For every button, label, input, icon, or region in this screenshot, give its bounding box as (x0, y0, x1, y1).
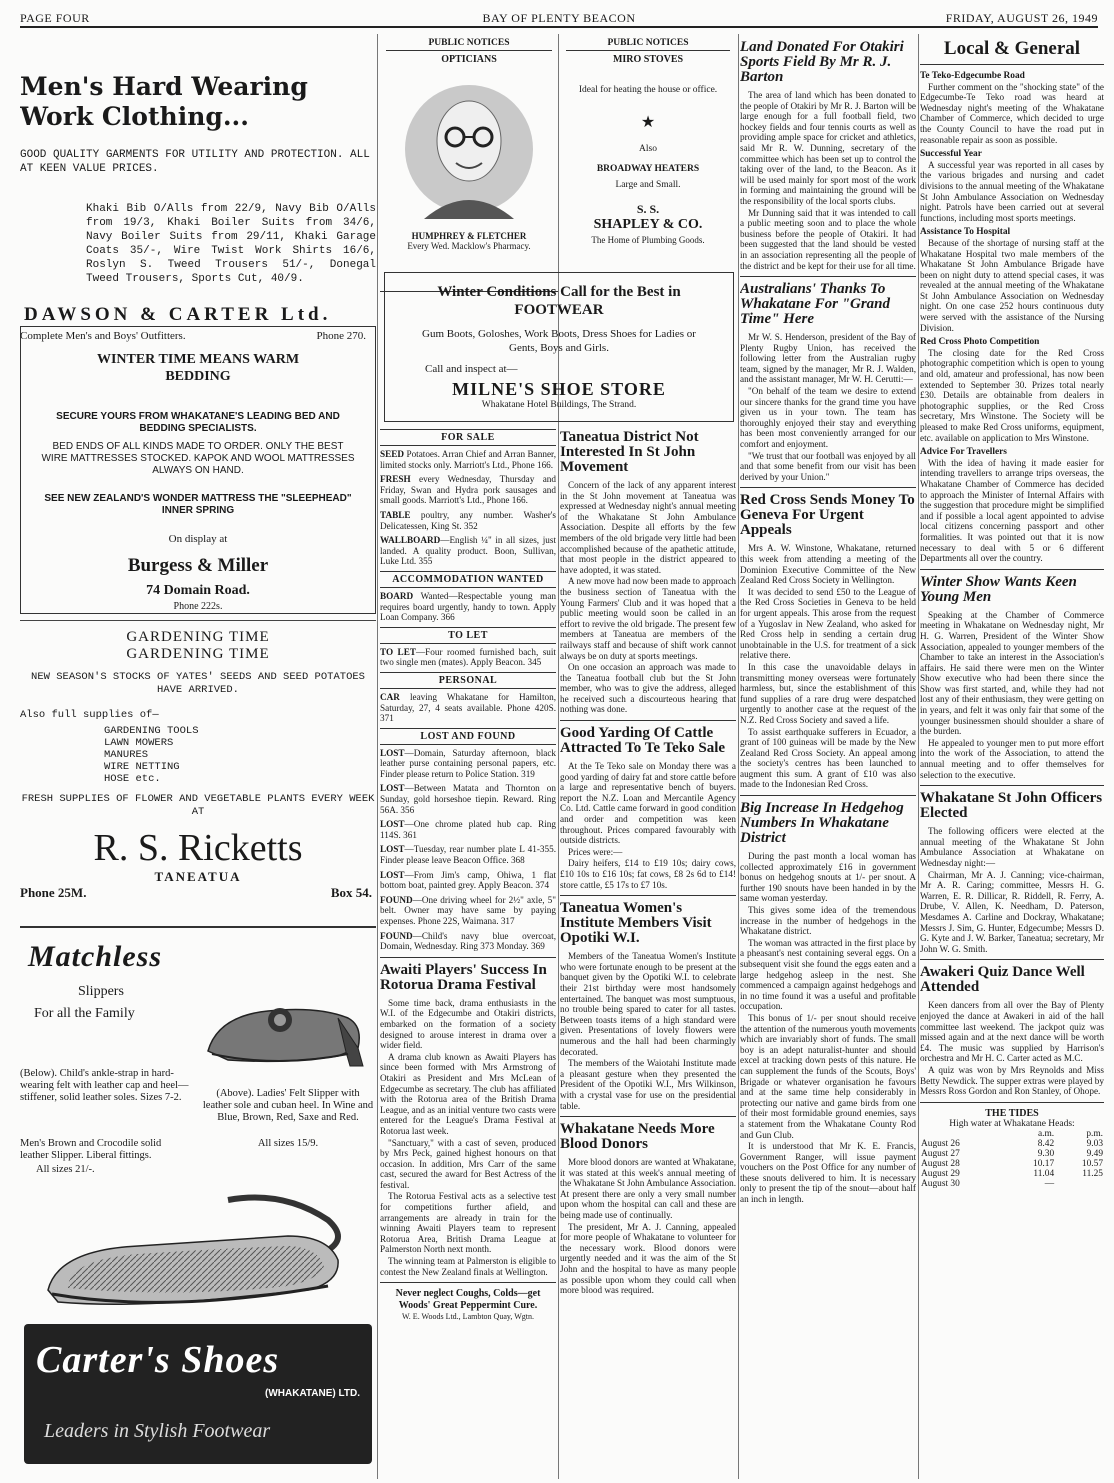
classified-lead: TABLE (380, 509, 411, 520)
classified-text: —Domain, Saturday afternoon, black leather purse containing personal papers, etc. Finder please return to Police Station. (380, 747, 556, 779)
tides-row (920, 1159, 1104, 1169)
footwear-ad-store: MILNE'S SHOE STORE (452, 379, 666, 399)
classified-lead: LOST (380, 844, 405, 855)
carters-store-sub: (WHAKATANE) LTD. (265, 1388, 360, 1399)
article-paragraph: It is understood that Mr K. E. Francis, Government Ranger, will issue payment vouchers on the Post Office for any number of these snouts delivered to him. It is necessary only to present the tip of the snout—about half an inch in length. (740, 1141, 916, 1205)
gardening-ad-box: Box 54. (330, 885, 372, 900)
tides-pm-label: p.m. (1086, 1128, 1103, 1139)
column-rule (377, 34, 378, 1479)
column-rule (918, 34, 919, 1479)
classified-item (380, 692, 556, 724)
article-paragraph: "On behalf of the team we desire to extend our sincere thanks for the grand time you have given us in your town. The team has thoroughly enjoyed their stay and everything has been most conveniently arranged for our comfort and enjoyment. (740, 386, 916, 450)
classified-number: 319 (521, 768, 535, 779)
classified-number: 356 (400, 804, 415, 815)
gardening-ad-p1: NEW SEASON'S STOCKS OF YATES' SEEDS AND SEED POTATOES HAVE ARRIVED. (31, 671, 365, 696)
slippers-sub: For all the Family (34, 1006, 135, 1021)
classified-number: 317 (500, 916, 515, 926)
tides-am: 11.04 (1033, 1168, 1055, 1179)
masthead (20, 8, 1098, 28)
classified-text: every Wednesday, Thursday and Friday, Swan and Hydra pork sausages and small goods. Marriott's Ltd., Phone 166. (380, 474, 556, 506)
divider (920, 1102, 1104, 1103)
stoves-tag: The Home of Plumbing Goods. (591, 235, 705, 245)
local-item-head: Assistance To Hospital (920, 227, 1011, 238)
ladies-slipper-illustration (198, 956, 368, 1076)
otakiri-article (740, 90, 916, 271)
article-paragraph: This bonus of 1/- per snout should receive the attention of the numerous youth movements which are invariably short of funds. The small boy is an adept naturalist-hunter and should excel at tracking down pests of this nature. He can supplement the funds of the Scouts, Boys' Brigade or whatever organisation he favours and at the same time help considerably in protecting our native and game birds from one of their most formidable ground enemies, says a statement from the Whakatane County Rod and Gun Club. (740, 1012, 916, 1140)
article-paragraph: The area of land which has been donated to the people of Otakiri by Mr R. J. Barton will be large enough for a full football field, two hockey fields and four tennis courts as well as providing ample space for cricket and athletics, said Mr R. W. Dunning, secretary of the committee which has been set up to control the taking over of the land, to the Beacon. As it will be used mainly for sport most of the work in forming and maintaining the ground will be the responsibility of the local sports clubs. (740, 90, 916, 206)
local-item-text: Because of the shortage of nursing staff at the Whakatane Hospital two male members of the Whakatane St John Ambulance Brigade have been on night duty to attend special cases, it was revealed at the annual meeting of the Whakatane St John Ambulance Association on Wednesday night. On one case 252 hours continuous duty were served with the assistance of the Nursing Division. (920, 237, 1104, 333)
paper-title: BAY OF PLENTY BEACON (482, 11, 636, 25)
accommodation-head: ACCOMMODATION WANTED (380, 571, 556, 588)
awakeri-article (920, 1000, 1104, 1096)
otakiri-headline: Land Donated For Otakiri Sports Field By Mr R. J. Barton (740, 39, 904, 85)
winter-show-headline: Winter Show Wants Keen Young Men (920, 573, 1077, 605)
article-paragraph: He appealed to younger men to put more effort into the work of the Association, to attend the annual meeting and to offer themselves for selection to the executive. (920, 737, 1104, 780)
classified-item (380, 783, 556, 815)
divider (740, 487, 916, 488)
bedding-ad-address: 74 Domain Road. (146, 583, 250, 598)
article-paragraph: More blood donors are wanted at Whakatane, it was stated at this week's annual meeting of the Whakatane St John Ambulance Association. At present there are only a very small number upon whom the hospital can call and these are being made use of continually. (560, 1157, 736, 1221)
article-paragraph: It was decided to send £50 to the League of the Red Cross Societies in Geneva to be held for urgent appeals. This arose from the request of a Yugoslav in New Zealand, who asked for Red Cross help in sending a certain drug unobtainable in the U.S. for treatment of a sick relative there. (740, 586, 916, 661)
article-paragraph: On one occasion an approach was made to the Taneatua football club but the St John member, who was to give the address, alleged he received such a discourteous hearing that nothing was done. (560, 662, 736, 715)
gardening-ad (20, 620, 376, 920)
divider (380, 1282, 556, 1283)
gardening-ad-phone: Phone 25M. (20, 885, 87, 900)
article-paragraph: In this case the unavoidable delays in transmitting money overseas were fortunately harmless, but, since the establishment of this fund supplies of a rare drug were despatched urgently to another case at the request of the N.Z. Red Cross Society and saved a life. (740, 661, 916, 725)
classified-number: 366 (440, 612, 455, 623)
star-icon: ★ (640, 114, 656, 131)
article-paragraph: Members of the Taneatua Women's Institute who were fortunate enough to be present at the banquet given by the Opotiki W.I. to celebrate their 21st birthday were most handsomely entertained. The banquet was most sumptuous, no trouble being spared to cater for all tastes. Between toasts items of a high standard were given. Presentations of lovely flowers were numerous and the hall had been charmingly decorated. (560, 951, 736, 1057)
local-item-head: Te Teko-Edgecumbe Road (920, 71, 1025, 81)
local-item-head: Successful Year (920, 149, 982, 160)
gardening-ad-item: HOSE etc. (104, 773, 161, 785)
article-paragraph: Mrs A. W. Winstone, Whakatane, returned this week from attending a meeting of the Dominion Executive Committee of the New Zealand Red Cross Society in Wellington. (740, 543, 916, 586)
gardening-ad-item: LAWN MOWERS (104, 737, 174, 749)
classified-item (380, 748, 556, 780)
footwear-ad-body: Gum Boots, Goloshes, Work Boots, Dress Shoes for Ladies or Gents, Boys and Girls. (422, 328, 696, 354)
gardening-ad-item: WIRE NETTING (104, 761, 180, 773)
bedding-ad-firm: Burgess & Miller (127, 555, 269, 576)
awaiti-headline: Awaiti Players' Success In Rotorua Drama Festival (380, 961, 547, 993)
stoves-head: MIRO STOVES (612, 54, 684, 65)
carters-slogan: Leaders in Stylish Footwear (44, 1420, 271, 1442)
notices-label: PUBLIC NOTICES (566, 38, 730, 51)
article-paragraph: During the past month a local woman has collected approximately £16 in government bonus on hedgehog snouts at 1/- per snout. A further 190 snouts have been handed in by the same woman yesterday. (740, 851, 916, 904)
notices-label: PUBLIC NOTICES (386, 38, 552, 51)
tides-date: August 28 (921, 1158, 960, 1169)
classified-number: 352 (463, 520, 478, 531)
classified-text: —One chrome plated hub cap. Ring 114S. (380, 819, 556, 840)
tides-pm: 9.03 (1086, 1138, 1103, 1149)
bedding-ad-title: WINTER TIME MEANS WARM BEDDING (96, 352, 300, 384)
article-paragraph: The president, Mr A. J. Canning, appealed for more people of Whakatane to volunteer for the necessary work. Blood donors were urgently needed and it was the aim of the St John and the hospital to have as many people as possible upon whom they could call when more blood was required. (560, 1221, 736, 1296)
slippers-product: Slippers (78, 984, 124, 999)
tides-date: August 27 (921, 1148, 960, 1159)
gardening-ad-also: Also full supplies of— (20, 709, 159, 721)
tides-row (920, 1179, 1104, 1189)
footwear-ad-address: Whakatane Hotel Buildings, The Strand. (481, 400, 637, 410)
footwear-ad-title: Winter Conditions Call for the Best in FOOTWEAR (437, 284, 681, 318)
divider (380, 957, 556, 958)
winter-show-article (920, 610, 1104, 781)
classified-lead: FOUND (380, 894, 413, 905)
article-paragraph: This gives some idea of the tremendous increase in the number of hedgehogs in the Whakatane district. (740, 905, 916, 937)
classifieds (380, 426, 556, 1480)
australians-headline: Australians' Thanks To Whakatane For "Grand Time" Here (740, 281, 891, 328)
carters-shoes-banner (24, 1324, 372, 1464)
tides-date: August 26 (921, 1138, 960, 1149)
stoves-also: Also (639, 144, 657, 154)
taneatua-headline: Taneatua District Not Interested In St John Movement (560, 429, 699, 475)
slippers-brand: Matchless (28, 940, 163, 973)
article-paragraph: Mr Dunning said that it was intended to call a public meeting soon and to place the whole business before the people of Otakiri. It had been suggested that the land should be vested in an association representing all the people of the district and be kept for their use for all time. (740, 207, 916, 271)
article-paragraph: A new move had now been made to approach the business section of Taneatua with the Young Farmers' Club and it was hoped that a public meeting would soon be called in an effort to revive the old brigade. The present few members at Taneatua are members of the railways staff and because of shift work cannot always be on duty at sports meetings. (560, 576, 736, 661)
article-paragraph: Speaking at the Chamber of Commerce meeting in Whakatane on Wednesday night, Mr H. G. Warren, President of the Winter Show Association, appealed to younger members of the Chamber to take an interest in the Association's affairs. He said there were men on the Winter Show executive who had been there since the Show was first started, and, while they had not lost any of their enthusiasm, they were getting on in years, and felt it was only fair that some of the younger businessmen should shoulder a share of the burden. (920, 609, 1104, 737)
classified-item (380, 931, 556, 952)
gardening-ad-town: TANEATUA (154, 869, 242, 884)
woods-ad: Never neglect Coughs, Colds—get Woods' Great Peppermint Cure. (395, 1288, 541, 1312)
gardening-ad-item: MANURES (104, 749, 149, 761)
opticians-notice (380, 34, 558, 292)
classified-lead: LOST (380, 819, 405, 830)
stoves-firm1: S. S. (636, 202, 660, 216)
classified-number: 355 (418, 556, 433, 567)
tides-am: 10.17 (1033, 1158, 1055, 1169)
classified-number: 371 (380, 713, 394, 724)
local-item-text: The closing date for the Red Cross photographic competition which is open to young and old, amateur and professional, has now been extended to September 30. Prizes total nearly £30. Details are obtainable from dealers in photographic supplies, or the Red Cross secretary, Mrs Winstone. The Society will be pleased to make Red Cross uniforms, equipment, etc. available on application to Mrs Winstone. (920, 347, 1104, 443)
clothing-ad-phone: Phone 270. (316, 330, 366, 342)
article-paragraph: The woman was attracted in the first place by a pheasant's nest containing several eggs. On a subsequent visit she found the eggs eaten and a large hedgehog asleep in the nest. She commenced a campaign against hedgehogs and in no time found it was a useful and profitable occupation. (740, 937, 916, 1012)
article-paragraph: Prices were:— (568, 846, 623, 857)
classified-number: 368 (510, 855, 525, 866)
bedding-ad-phone: Phone 222s. (173, 601, 223, 612)
classified-lead: TO LET (380, 646, 416, 657)
australians-article (740, 332, 916, 482)
divider (560, 895, 736, 896)
clothing-ad-firm: DAWSON & CARTER Ltd. (24, 304, 332, 325)
tides-row (920, 1169, 1104, 1179)
stoves-heaters: BROADWAY HEATERS (596, 164, 700, 174)
classified-lead: BOARD (380, 590, 414, 601)
classified-text: poultry, any number. Washer's Delicatessen, King St. (380, 509, 556, 531)
hedgehog-headline: Big Increase In Hedgehog Numbers In Whakatane District (740, 800, 904, 847)
divider (920, 959, 1104, 960)
gardening-ad-items (104, 725, 376, 785)
opticians-line: Every Wed. Macklow's Pharmacy. (407, 241, 531, 251)
classified-text: —Tuesday, rear number plate L 41-355. Finder please leave Beacon Office. (380, 844, 556, 866)
column-4 (740, 34, 916, 1482)
article-paragraph: Concern of the lack of any apparent interest in the St John movement at Taneatua was expressed at Wednesday night's annual meeting of the Whakatane St John Ambulance Association. Despite all efforts by the few members of the old brigade very little had been accomplished because of the apathetic attitude, that most people in the district appeared to have adopted, it was stated. (560, 480, 736, 575)
stoves-p1: Ideal for heating the house or office. (578, 85, 718, 95)
classified-item (380, 647, 556, 668)
classified-lead: WALLBOARD (380, 535, 441, 546)
awakeri-headline: Awakeri Quiz Dance Well Attended (920, 964, 1085, 996)
classified-item (380, 510, 556, 531)
classified-text: —One driving wheel for 2½" axle, 5" belt. Owner may have same by paying expenses. Phone 22S, Waimana. (380, 894, 556, 926)
classified-item (380, 591, 556, 623)
clothing-ad-intro: GOOD QUALITY GARMENTS FOR UTILITY AND PROTECTION. ALL AT KEEN VALUE PRICES. (20, 149, 370, 175)
yarding-headline: Good Yarding Of Cattle Attracted To Te Teko Sale (560, 725, 726, 757)
bedding-ad-p3: SEE NEW ZEALAND'S WONDER MATTRESS THE "SLEEPHEAD" INNER SPRING (44, 493, 352, 516)
tides-table (920, 1129, 1104, 1189)
column-rule (558, 34, 559, 1479)
footwear-ad-call: Call and inspect at— (425, 363, 518, 375)
clothing-ad (20, 34, 376, 342)
divider (740, 795, 916, 796)
yarding-article (560, 761, 736, 890)
tides-head: THE TIDES (985, 1107, 1039, 1119)
local-item-text: With the idea of having it made easier for intending travellers to arrange trips overseas, the Whakatane Chamber of Commerce has decided to approach the Minister of Internal Affairs with the suggestion that procedure might be simplified and if possible a local agent appointed to advise local citizens concerning passport and other formalities. It was pointed out that it is now necessary to deal with 5 or 6 different Departments all over the country. (920, 457, 1104, 564)
tides-pm (1055, 1179, 1104, 1189)
article-paragraph: At the Te Teko sale on Monday there was a good yarding of dairy fat and store cattle before a large and representative bench of buyers. report the N.Z. Loan and Mercantile Agency Co. Ltd. Cattle came forward in good condition and order and competition was keen throughout. Prices compared favourably with outside districts. (560, 761, 736, 846)
classified-item (380, 819, 556, 840)
tides-am-label: a.m. (1037, 1128, 1055, 1139)
redcross-headline: Red Cross Sends Money To Geneva For Urgent Appeals (740, 492, 915, 539)
article-paragraph: The winning team at Palmerston is eligible to contest the New Zealand finals at Wellington. (380, 1256, 556, 1277)
article-paragraph: Dairy heifers, £14 to £19 10s; dairy cows, £10 10s to £16 10s; fat cows, £8 2s 6d to £14! store cattle, £5 17s to £7 10s. (560, 858, 736, 890)
personal-head: PERSONAL (380, 672, 556, 689)
classified-lead: FRESH (380, 474, 411, 485)
classified-text: —Four roomed furnished bach, suit two single men (mates). Apply Beacon. (380, 646, 556, 668)
classified-item (380, 449, 556, 470)
column-rule (738, 34, 739, 1479)
column-5 (920, 34, 1104, 1482)
bedding-ad (20, 326, 376, 614)
local-item-head: Red Cross Photo Competition (920, 337, 1040, 348)
article-paragraph: The Rotorua Festival acts as a selective test for competitions further afield, and arrangements are already in train for the winning Awaiti Players team to represent Rotorua Area, British Drama League at Palmerston North next month. (380, 1191, 556, 1255)
gardening-ad-p2: FRESH SUPPLIES OF FLOWER AND VEGETABLE PLANTS EVERY WEEK AT (21, 793, 375, 818)
to-let-head: TO LET (380, 627, 556, 644)
classified-text: —Between Matata and Thornton on Sunday, gold horseshoe tiepin. Reward. Ring 56A. (380, 783, 556, 815)
classified-item (380, 844, 556, 865)
classified-item (380, 535, 556, 567)
classified-text: Wanted—Respectable young man requires board urgently, handy to town. Apply Loan Company. (380, 590, 556, 623)
slippers-ad (20, 926, 376, 1468)
divider (920, 569, 1104, 570)
slippers-mens-text: Men's Brown and Crocodile solid leather Slipper. Liberal fittings. (20, 1138, 162, 1161)
donors-headline: Whakatane Needs More Blood Donors (560, 1121, 715, 1153)
classified-text: Potatoes. Arran Chief and Arran Banner, limited stocks only. Marriott's Ltd., Phone 166. (380, 449, 556, 470)
ad-column (20, 34, 376, 1482)
gardening-ad-contact (20, 885, 376, 901)
tides-am: — (1044, 1178, 1055, 1189)
officers-article (920, 826, 1104, 954)
tides-am: 9.30 (1037, 1148, 1055, 1159)
tides-row (920, 1139, 1104, 1149)
clothing-ad-tagline: Complete Men's and Boys' Outfitters. (20, 330, 186, 342)
stoves-firm2: SHAPLEY & CO. (593, 217, 703, 232)
tides-am: 8.42 (1037, 1138, 1055, 1149)
article-paragraph: "Sanctuary," with a cast of seven, produced by Mrs Peck, gained highest honours on that occasion. In addition, Mrs Carr of the same cast, secured the award for Best Actress of the festival. (380, 1137, 556, 1190)
taneatua-article (560, 480, 736, 715)
classified-text: —From Jim's camp, Ohiwa, 1 flat bottom boat, painted grey. Apply Beacon. (380, 869, 556, 891)
slippers-above-text: (Above). Ladies' Felt Slipper with leather sole and cuban heel. In Wine and Blue, Brown, Red, Saxe and Red. (202, 1088, 374, 1123)
issue-date: FRIDAY, AUGUST 26, 1949 (945, 11, 1098, 25)
tides-row (920, 1149, 1104, 1159)
article-paragraph: "We trust that our football was enjoyed by all and that some benefit from our visit has been derived by your Union." (740, 450, 916, 482)
article-paragraph: The members of the Waiotahi Institute made a pleasant gesture when they presented the President of the Opotiki W.I., Mrs Wilkinson, with a crystal vase for use on the presidential table. (560, 1058, 736, 1111)
classified-number: 374 (535, 880, 550, 891)
optician-portrait (404, 69, 534, 229)
gardening-ad-item: GARDENING TOOLS (104, 725, 199, 737)
slippers-mens-price: All sizes 21/-. (36, 1164, 95, 1175)
opticians-firm: HUMPHREY & FLETCHER (411, 231, 527, 241)
article-paragraph: The following officers were elected at the annual meeting of the Whakatane St John Ambulance Association at Whakatane on Wednesday night:— (920, 826, 1104, 868)
hedgehog-article (740, 851, 916, 1205)
gardening-ad-firm: R. S. Ricketts (93, 827, 303, 869)
child-slipper-illustration (28, 1190, 368, 1320)
bedding-ad-display: On display at (168, 533, 228, 545)
officers-headline: Whakatane St John Officers Elected (920, 790, 1103, 822)
classified-number: 345 (527, 657, 542, 668)
carters-store-name: Carter's Shoes (36, 1339, 280, 1381)
womens-article (560, 951, 736, 1111)
tides-pm: 9.49 (1086, 1148, 1103, 1159)
local-item-head: Advice For Travellers (920, 447, 1007, 458)
stoves-sizes: Large and Small. (615, 180, 681, 190)
womens-headline: Taneatua Women's Institute Members Visit Opotiki W.I. (560, 900, 712, 947)
tides-sub: High water at Whakatane Heads: (949, 1118, 1075, 1129)
tides-pm: 10.57 (1081, 1158, 1103, 1169)
classified-lead: LOST (380, 747, 405, 758)
classified-item (380, 474, 556, 506)
slippers-above-price: All sizes 15/9. (257, 1138, 319, 1149)
redcross-article (740, 543, 916, 790)
slippers-below-text: (Below). Child's ankle-strap in hard-wearing felt with leather cap and heel—stiffener, solid leather soles. Sizes 7-2. (20, 1068, 189, 1103)
tides-pm: 11.25 (1082, 1168, 1103, 1179)
clothing-ad-footer (20, 304, 376, 340)
classified-lead: SEED (380, 449, 405, 459)
classified-item (380, 895, 556, 927)
column-3-articles (560, 426, 736, 1480)
local-general-items (920, 71, 1104, 564)
article-paragraph: To assist earthquake sufferers in Ecuador, a grant of 100 guineas will be made by the New Zealand Red Cross Society. An appeal among the society's centres has been launched to augment this sum. A grant of £10 was also made to the Indonesian Red Cross. (740, 726, 916, 790)
divider (560, 1116, 736, 1117)
article-paragraph: Chairman, Mr A. J. Canning; vice-chairman, Mr A. R. Caring; committee, Messrs H. G. Warren, E. R. Dillicar, R. Riddell, R. Ferry, A. Drube, V. Allen, K. Needham, D. Paterson, Mesdames A. Carline and Dockray, Whakatane; Messrs J. Sim, G. Hunter, Edgecumbe; Messrs D. G. Kyte and J. W. Barker, Taneatua; secretary, Mr John W. G. Smith. (920, 869, 1104, 954)
lost-found-head: LOST AND FOUND (380, 728, 556, 745)
bedding-ad-p2: BED ENDS OF ALL KINDS MADE TO ORDER. ONLY THE BEST WIRE MATTRESSES STOCKED. KAPOK AND WOOL MATTRESSES ALWAYS ON HAND. (41, 441, 355, 476)
divider (920, 785, 1104, 786)
tides-date: August 29 (921, 1168, 960, 1179)
divider (560, 720, 736, 721)
classified-lead: FOUND (380, 930, 413, 941)
gardening-ad-title1: GARDENING TIME (126, 629, 270, 645)
stoves-notice (560, 34, 736, 270)
opticians-head: OPTICIANS (441, 54, 497, 65)
woods-ad-address: W. E. Woods Ltd., Lambton Quay, Wgtn. (401, 1312, 534, 1322)
tides-table-block (920, 1108, 1104, 1189)
classified-lead: CAR (380, 691, 400, 702)
article-paragraph: Keen dancers from all over the Bay of Plenty enjoyed the dance at Awakeri in aid of the hall committee last weekend. The jackpot quiz was missed again and at the next dance will be worth £4. The music was supplied by Harrison's orchestra and Mr H. C. Carter acted as M.C. (920, 1000, 1104, 1064)
local-item-text: A successful year was reported in all cases by the various brigades and nursing and cadet divisions to the annual meeting of the Whakatane St John Ambulance Association on Wednesday night. Patrols have been carried out at several functions, including most sports meetings. (920, 159, 1104, 223)
page-number: PAGE FOUR (20, 11, 90, 25)
tides-date: August 30 (921, 1178, 960, 1189)
classified-text: —Child's navy blue overcoat, Domain, Wednesday. Ring 373 Monday. (380, 930, 556, 952)
awaiti-article (380, 998, 556, 1277)
gardening-ad-title2: GARDENING TIME (126, 646, 270, 662)
bedding-ad-p1: SECURE YOURS FROM WHAKATANE'S LEADING BED AND BEDDING SPECIALISTS. (56, 411, 340, 434)
donors-article (560, 1157, 736, 1296)
clothing-ad-list: Khaki Bib O/Alls from 22/9, Navy Bib O/Alls from 19/3, Khaki Boiler Suits from 34/6, Navy Boiler Suits from 29/11, Khaki Garage Coats 35/-, Wire Twist Work Shirts 16/6, Roslyn S. Tweed Trousers 51/-, Donegal Tweed Trousers, Sports Cut, 40/9. (86, 203, 376, 285)
classified-number: 361 (403, 829, 417, 840)
article-paragraph: A drama club known as Awaiti Players has since been formed with Mrs Armstrong of Otakiri as President and Mrs McLean of Edgecumbe as secretary. The club has affiliated with the Rotorua area of the British Drama League, and as an initial venture two casts were entered for the League's Drama Festival at Rotorua last week. (380, 1051, 556, 1136)
classified-item (380, 870, 556, 891)
divider (740, 276, 916, 277)
for-sale-head: FOR SALE (380, 429, 556, 446)
classified-text: leaving Whakatane for Hamilton, Saturday, 27, 4 seats available. Phone 420S. (380, 691, 556, 713)
local-item-text: Further comment on the "shocking state" of the Edgecumbe-Te Teko road was heard at Wednesday night's meeting of the Whakatane Chamber of Commerce, which decided to urge the County Council to have the road put in reasonable repair as soon as possible. (920, 81, 1104, 145)
classified-lead: LOST (380, 869, 405, 880)
classified-lead: LOST (380, 783, 405, 794)
tides-header-row (920, 1129, 1104, 1139)
clothing-ad-title: Men's Hard Wearing Work Clothing... (20, 72, 308, 131)
local-general-headline: Local & General (920, 38, 1104, 65)
classified-number: 369 (531, 941, 545, 952)
article-paragraph: Some time back, drama enthusiasts in the W.I. of the Edgecumbe and Otakiri districts, embarked on the formation of a society designed to arouse interest in drama over a wider field. (380, 997, 556, 1051)
article-paragraph: Mr W. S. Henderson, president of the Bay of Plenty Rugby Union, has received the following letter from the Australian rugby team, signed by the manager, Mr R. J. Walden, and the assistant manager, Mr W. H. Cerutti:— (740, 332, 916, 385)
classified-text: —English ¼" in all sizes, just landed. A quality product. Boon, Sullivan, Luke Ltd. (380, 535, 556, 567)
article-paragraph: A quiz was won by Mrs Reynolds and Miss Betty Newdick. The supper extras were played by Messrs Ross Gordon and Ron Stanley, of Ohope. (920, 1064, 1104, 1097)
